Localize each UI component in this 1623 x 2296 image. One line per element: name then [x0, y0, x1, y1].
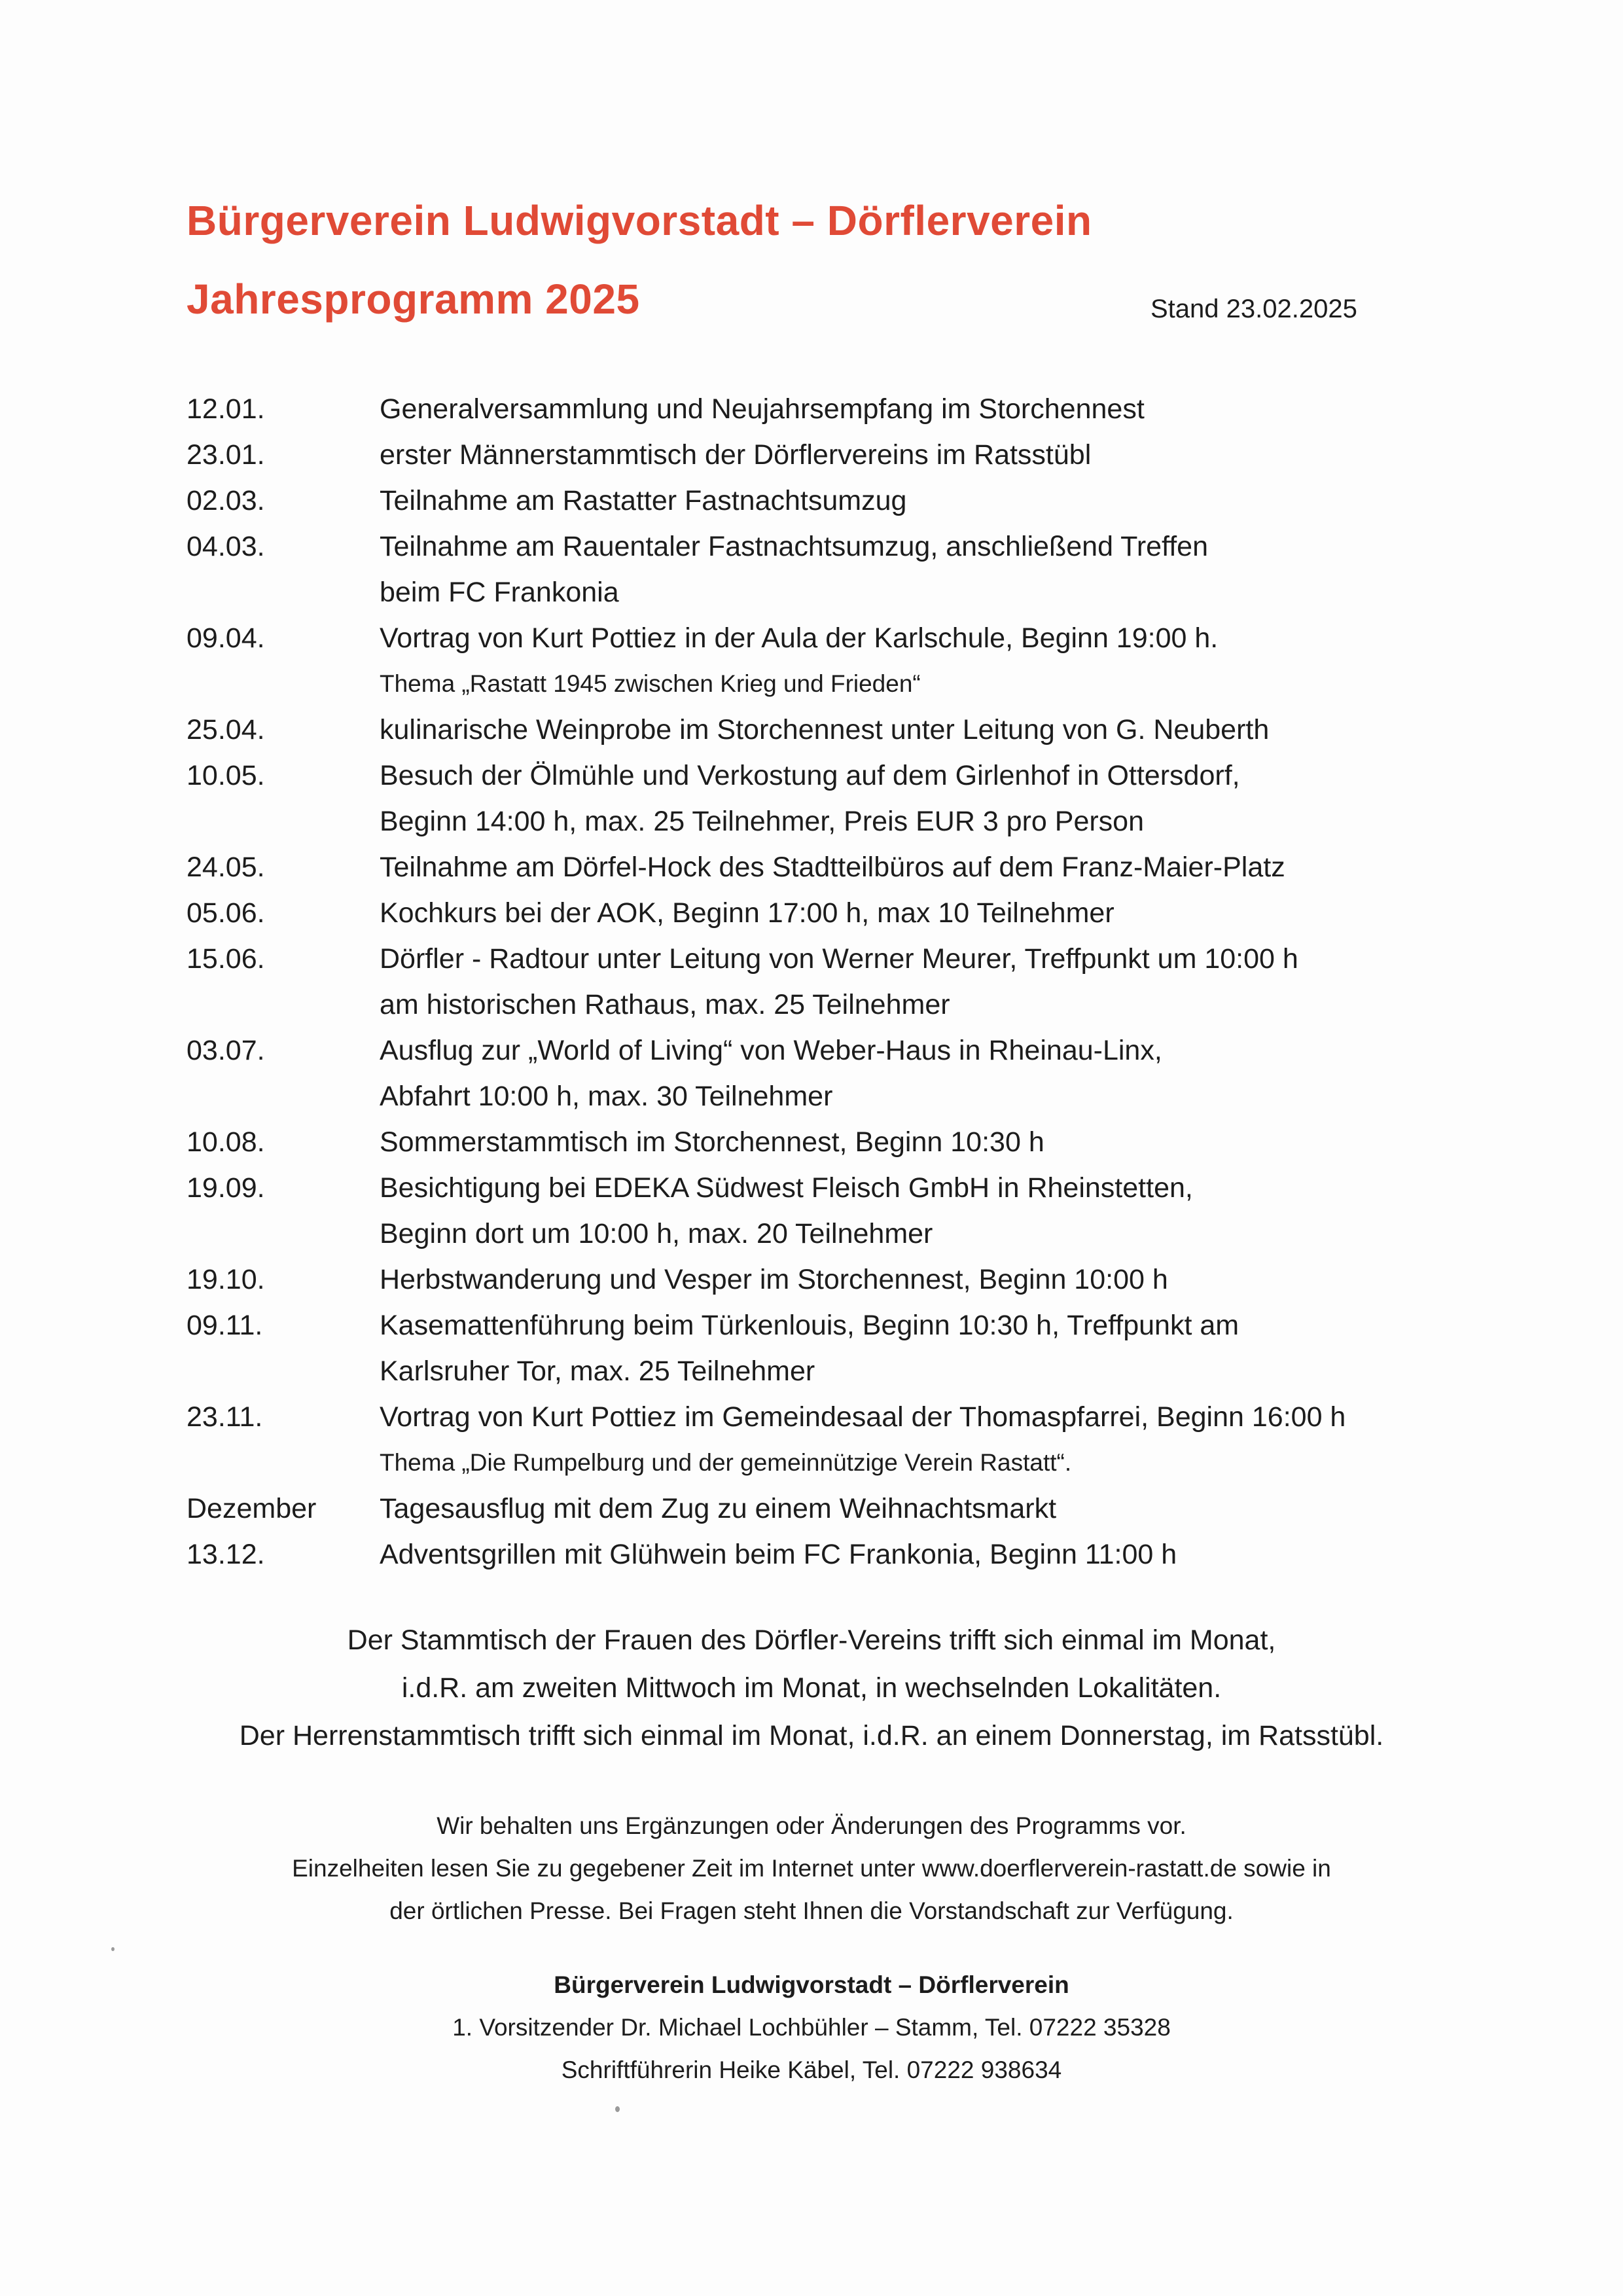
event-row: [187, 386, 1463, 432]
event-description-line: Herbstwanderung und Vesper im Storchennest, Beginn 10:00 h: [380, 1264, 1168, 1295]
event-description: [380, 524, 1463, 615]
event-description: [380, 1257, 1463, 1302]
event-date: 09.04.: [187, 622, 265, 654]
event-description: [380, 615, 1463, 707]
event-description-line: Thema „Die Rumpelburg und der gemeinnützige Verein Rastatt“.: [380, 1449, 1072, 1476]
event-row: [187, 1028, 1463, 1119]
event-row: [187, 1394, 1463, 1486]
event-description-line: Vortrag von Kurt Pottiez in der Aula der Karlschule, Beginn 19:00 h.: [380, 622, 1219, 654]
event-row: [187, 753, 1463, 844]
event-schedule: [187, 386, 1463, 1577]
event-description: [380, 432, 1463, 478]
signature-org: Bürgerverein Ludwigvorstadt – Dörflerverein: [554, 1971, 1069, 1998]
event-description-line: Generalversammlung und Neujahrsempfang im Storchennest: [380, 393, 1145, 425]
event-row: [187, 478, 1463, 524]
document-subtitle: Jahresprogramm 2025: [187, 276, 640, 323]
event-description-line: Adventsgrillen mit Glühwein beim FC Frankonia, Beginn 11:00 h: [380, 1539, 1177, 1570]
event-description-line: Teilnahme am Rastatter Fastnachtsumzug: [380, 485, 907, 516]
event-description-line: Abfahrt 10:00 h, max. 30 Teilnehmer: [380, 1081, 833, 1112]
document-title: Bürgerverein Ludwigvorstadt – Dörflerverein: [187, 197, 1092, 244]
event-row: [187, 1165, 1463, 1257]
event-date: 03.07.: [187, 1035, 265, 1066]
event-date: Dezember: [187, 1493, 317, 1524]
event-description: [380, 1486, 1463, 1532]
event-row: [187, 936, 1463, 1028]
event-date: 02.03.: [187, 485, 265, 516]
status-date: Stand 23.02.2025: [1150, 295, 1357, 323]
event-description: [380, 844, 1463, 890]
scan-speck: [615, 2106, 620, 2112]
event-description-line: Kasemattenführung beim Türkenlouis, Beginn 10:30 h, Treffpunkt am: [380, 1310, 1240, 1341]
event-description: [380, 753, 1463, 844]
event-description-line: Ausflug zur „World of Living“ von Weber-Haus in Rheinau-Linx,: [380, 1035, 1162, 1066]
event-description-line: Tagesausflug mit dem Zug zu einem Weihnachtsmarkt: [380, 1493, 1057, 1524]
event-description-line: Beginn 14:00 h, max. 25 Teilnehmer, Preis EUR 3 pro Person: [380, 806, 1145, 837]
event-description: [380, 936, 1463, 1028]
signature-secretary: Schriftführerin Heike Käbel, Tel. 07222 938634: [561, 2056, 1062, 2083]
event-date: 12.01.: [187, 393, 265, 425]
event-description-line: Sommerstammtisch im Storchennest, Beginn 10:30 h: [380, 1126, 1044, 1158]
event-description-line: beim FC Frankonia: [380, 577, 619, 608]
event-row: [187, 432, 1463, 478]
event-date: 23.01.: [187, 439, 265, 471]
event-description: [380, 707, 1463, 753]
event-row: [187, 524, 1463, 615]
event-date: 10.08.: [187, 1126, 265, 1158]
event-description: [380, 1119, 1463, 1165]
event-date: 19.09.: [187, 1172, 265, 1204]
event-row: [187, 1257, 1463, 1302]
event-date: 13.12.: [187, 1539, 265, 1570]
stammtisch-info: [0, 1617, 1623, 1760]
event-description: [380, 1302, 1463, 1394]
notice-line: Wir behalten uns Ergänzungen oder Änderungen des Programms vor.: [437, 1812, 1186, 1839]
event-description: [380, 890, 1463, 936]
event-date: 10.05.: [187, 760, 265, 791]
event-description-line: Besuch der Ölmühle und Verkostung auf dem Girlenhof in Ottersdorf,: [380, 760, 1240, 791]
event-description-line: Kochkurs bei der AOK, Beginn 17:00 h, max 10 Teilnehmer: [380, 897, 1115, 929]
event-description-line: Karlsruher Tor, max. 25 Teilnehmer: [380, 1355, 815, 1387]
event-description: [380, 386, 1463, 432]
event-description-line: Besichtigung bei EDEKA Südwest Fleisch GmbH in Rheinstetten,: [380, 1172, 1193, 1204]
event-description-line: Teilnahme am Rauentaler Fastnachtsumzug, anschließend Treffen: [380, 531, 1209, 562]
event-description-line: Dörfler - Radtour unter Leitung von Werner Meurer, Treffpunkt um 10:00 h: [380, 943, 1298, 975]
event-row: [187, 707, 1463, 753]
event-description-line: kulinarische Weinprobe im Storchennest unter Leitung von G. Neuberth: [380, 714, 1270, 745]
event-description: [380, 1532, 1463, 1577]
event-row: [187, 844, 1463, 890]
event-row: [187, 1532, 1463, 1577]
event-description: [380, 478, 1463, 524]
signature-block: [0, 1964, 1623, 2091]
event-date: 09.11.: [187, 1310, 263, 1341]
event-description-line: Teilnahme am Dörfel-Hock des Stadtteilbüros auf dem Franz-Maier-Platz: [380, 852, 1285, 883]
stammtisch-line: Der Herrenstammtisch trifft sich einmal im Monat, i.d.R. an einem Donnerstag, im Ratsstübl.: [239, 1720, 1384, 1751]
event-date: 04.03.: [187, 531, 265, 562]
event-date: 05.06.: [187, 897, 265, 929]
event-date: 25.04.: [187, 714, 265, 745]
event-description: [380, 1028, 1463, 1119]
scan-speck: [111, 1947, 115, 1951]
event-date: 23.11.: [187, 1401, 263, 1433]
event-description-line: Beginn dort um 10:00 h, max. 20 Teilnehmer: [380, 1218, 933, 1249]
stammtisch-line: Der Stammtisch der Frauen des Dörfler-Vereins trifft sich einmal im Monat,: [347, 1624, 1276, 1656]
event-description: [380, 1165, 1463, 1257]
program-notice: [0, 1804, 1623, 1932]
stammtisch-line: i.d.R. am zweiten Mittwoch im Monat, in wechselnden Lokalitäten.: [401, 1672, 1222, 1704]
event-description-line: am historischen Rathaus, max. 25 Teilnehmer: [380, 989, 950, 1020]
event-date: 24.05.: [187, 852, 265, 883]
event-description: [380, 1394, 1463, 1486]
event-row: [187, 1119, 1463, 1165]
event-description-line: Thema „Rastatt 1945 zwischen Krieg und Frieden“: [380, 670, 921, 697]
event-date: 19.10.: [187, 1264, 265, 1295]
signature-chair: 1. Vorsitzender Dr. Michael Lochbühler – Stamm, Tel. 07222 35328: [452, 2014, 1171, 2041]
event-date: 15.06.: [187, 943, 265, 975]
event-description-line: Vortrag von Kurt Pottiez im Gemeindesaal der Thomaspfarrei, Beginn 16:00 h: [380, 1401, 1346, 1433]
event-row: [187, 1302, 1463, 1394]
event-row: [187, 615, 1463, 707]
event-row: [187, 890, 1463, 936]
event-description-line: erster Männerstammtisch der Dörflervereins im Ratsstübl: [380, 439, 1092, 471]
event-row: [187, 1486, 1463, 1532]
notice-line: Einzelheiten lesen Sie zu gegebener Zeit im Internet unter www.doerflerverein-rastatt.de sowie in: [292, 1855, 1331, 1882]
notice-line: der örtlichen Presse. Bei Fragen steht Ihnen die Vorstandschaft zur Verfügung.: [389, 1897, 1234, 1924]
